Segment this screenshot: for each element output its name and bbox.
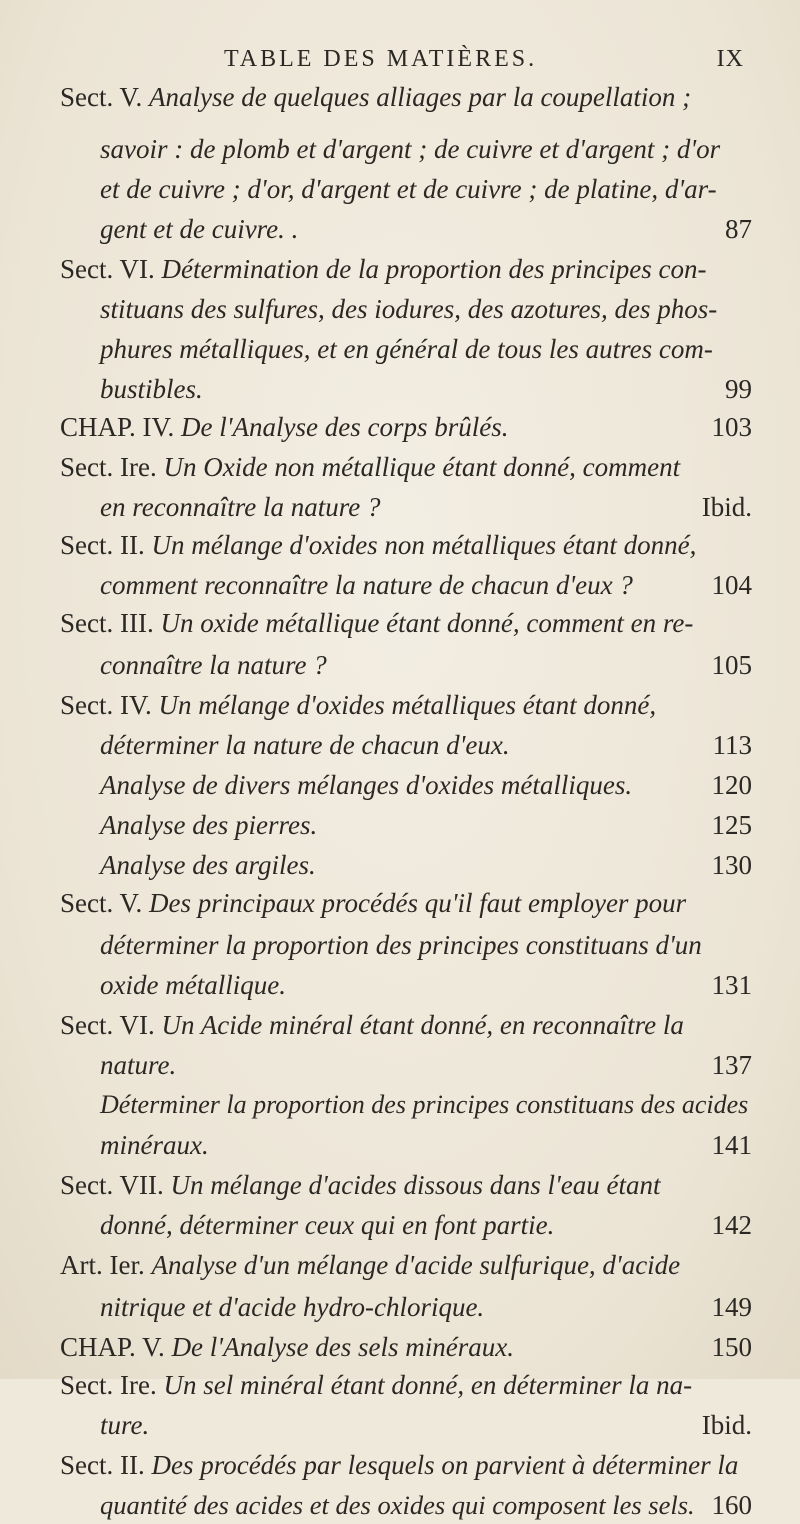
toc-section-label: Sect. VI. [60, 254, 162, 284]
toc-line [0, 726, 800, 764]
toc-line [0, 1046, 800, 1084]
toc-line-text [100, 646, 327, 684]
toc-page-number: Ibid. [701, 492, 752, 522]
toc-entry-title: Un oxide métallique étant donné, comment en re- [160, 608, 694, 638]
toc-line-text [60, 250, 706, 288]
toc-line-text [60, 1446, 738, 1484]
toc-entry-title: donné, déterminer ceux qui en font partie. [100, 1210, 555, 1240]
toc-section-label: Sect. V. [60, 888, 150, 918]
toc-line [0, 1246, 800, 1284]
toc-line-text [100, 1046, 176, 1084]
toc-line-text [100, 926, 702, 964]
toc-section-label: Art. Ier. [60, 1250, 152, 1280]
toc-section-label: Sect. VI. [60, 1010, 162, 1040]
toc-line-text [100, 1206, 554, 1244]
toc-entry-title: phures métalliques, et en général de tous les autres com- [100, 334, 713, 364]
toc-line-text [100, 210, 298, 248]
toc-line [0, 448, 800, 486]
toc-line [0, 884, 800, 922]
toc-entry-title: Un sel minéral étant donné, en déterminer la na- [163, 1370, 693, 1400]
toc-line [0, 526, 800, 564]
toc-line-text [60, 526, 696, 564]
toc-line [0, 1328, 800, 1366]
toc-line [0, 1406, 800, 1444]
toc-line-text [100, 1126, 209, 1164]
toc-page-number: 150 [711, 1332, 752, 1362]
toc-line-text [100, 290, 717, 328]
toc-entry-title: savoir : de plomb et d'argent ; de cuivre et d'argent ; d'or [100, 134, 721, 164]
toc-section-label: Sect. III. [60, 608, 161, 638]
toc-line-text [100, 488, 380, 526]
toc-page-number: 131 [711, 970, 752, 1000]
toc-line-text [60, 604, 693, 642]
toc-line [0, 130, 800, 168]
toc-line-text [100, 1486, 695, 1524]
toc-line [0, 766, 800, 804]
toc-entry-title: De l'Analyse des corps brûlés. [181, 412, 509, 442]
toc-entry-title: De l'Analyse des sels minéraux. [171, 1332, 515, 1362]
toc-line [0, 210, 800, 248]
toc-page-number: 113 [712, 730, 752, 760]
toc-entry-title: minéraux. [100, 1130, 209, 1160]
toc-entry-title: Analyse d'un mélange d'acide sulfurique, d'acide [151, 1250, 681, 1280]
toc-line [0, 1166, 800, 1204]
toc-line [0, 806, 800, 844]
toc-entry-title: oxide métallique. [100, 970, 286, 1000]
header-title: TABLE DES MATIÈRES. [224, 46, 538, 72]
toc-line [0, 1366, 800, 1404]
toc-entry-title: comment reconnaître la nature de chacun d'eux ? [100, 570, 633, 600]
toc-entry-title: Déterminer la proportion des principes constituans des acides [100, 1090, 749, 1119]
toc-line-text [60, 884, 686, 922]
toc-line [0, 566, 800, 604]
toc-entry-title: en reconnaître la nature ? [100, 492, 381, 522]
toc-line [0, 370, 800, 408]
toc-line [0, 1126, 800, 1164]
toc-section-label: Sect. II. [60, 530, 152, 560]
toc-entry-title: Des principaux procédés qu'il faut employer pour [149, 888, 687, 918]
toc-page-number: 104 [711, 570, 752, 600]
toc-entry-title: déterminer la nature de chacun d'eux. [100, 730, 510, 760]
toc-line-text [60, 448, 680, 486]
toc-line-text [60, 78, 691, 116]
toc-section-label: CHAP. V. [60, 1332, 172, 1362]
toc-page-number: 125 [711, 810, 752, 840]
toc-page-number: 137 [711, 1050, 752, 1080]
toc-page-number: 105 [711, 650, 752, 680]
toc-line [0, 78, 800, 116]
toc-line [0, 1446, 800, 1484]
toc-entry-title: nitrique et d'acide hydro-chlorique. [100, 1292, 485, 1322]
toc-page-number: 160 [711, 1490, 752, 1520]
toc-line [0, 488, 800, 526]
toc-entry-title: Un mélange d'acides dissous dans l'eau étant [170, 1170, 661, 1200]
toc-line-text [100, 566, 633, 604]
toc-line [0, 290, 800, 328]
toc-entry-title: Un Acide minéral étant donné, en reconnaître la [161, 1010, 684, 1040]
toc-line-text [100, 726, 510, 764]
toc-section-label: Sect. V. [60, 82, 150, 112]
toc-page-number: 130 [711, 850, 752, 880]
toc-entry-title: Analyse des argiles. [100, 850, 316, 880]
toc-entry-title: Un Oxide non métallique étant donné, comment [163, 452, 681, 482]
toc-section-label: Sect. II. [60, 1450, 152, 1480]
toc-entry-title: déterminer la proportion des principes constituans d'un [100, 930, 702, 960]
toc-line [0, 646, 800, 684]
toc-entry-title: connaître la nature ? [100, 650, 327, 680]
toc-line-text [60, 408, 509, 446]
toc-line-text [100, 766, 632, 804]
toc-entry-title: bustibles. [100, 374, 203, 404]
toc-section-label: Sect. IV. [60, 690, 159, 720]
toc-entry-title: et de cuivre ; d'or, d'argent et de cuivre ; de platine, d'ar- [100, 174, 717, 204]
toc-entry-title: quantité des acides et des oxides qui composent les sels. [100, 1490, 695, 1520]
toc-page-number: 141 [711, 1130, 752, 1160]
toc-section-label: CHAP. IV. [60, 412, 182, 442]
toc-entry-title: ture. [100, 1410, 150, 1440]
toc-entry-title: nature. [100, 1050, 177, 1080]
toc-entry-title: gent et de cuivre. . [100, 214, 299, 244]
toc-entry-title: stituans des sulfures, des iodures, des azotures, des phos- [100, 294, 718, 324]
toc-line [0, 250, 800, 288]
toc-line-text [60, 1246, 680, 1284]
toc-entry-title: Un mélange d'oxides métalliques étant donné, [158, 690, 657, 720]
toc-line-text [60, 1166, 660, 1204]
toc-section-label: Sect. Ire. [60, 452, 164, 482]
toc-line [0, 1206, 800, 1244]
toc-entry-title: Un mélange d'oxides non métalliques étant donné, [151, 530, 697, 560]
toc-line [0, 846, 800, 884]
toc-line-text [60, 686, 656, 724]
toc-line-text [100, 330, 713, 368]
toc-page-number: 149 [711, 1292, 752, 1322]
toc-line [0, 1006, 800, 1044]
toc-line [0, 686, 800, 724]
toc-line-text [60, 1006, 684, 1044]
header-page-number: IX [716, 46, 744, 72]
toc-line-text [100, 370, 203, 408]
toc-line-text [100, 1086, 748, 1124]
toc-page-number: 142 [711, 1210, 752, 1240]
toc-line-text [100, 1406, 149, 1444]
toc-line-text [60, 1328, 514, 1366]
toc-entry-title: Analyse de divers mélanges d'oxides métalliques. [100, 770, 633, 800]
toc-line [0, 330, 800, 368]
toc-line-text [60, 1366, 692, 1404]
toc-line [0, 408, 800, 446]
toc-page-number: 120 [711, 770, 752, 800]
toc-entry-title: Analyse de quelques alliages par la coupellation ; [149, 82, 692, 112]
toc-entry-title: Détermination de la proportion des principes con- [161, 254, 707, 284]
toc-line [0, 1486, 800, 1524]
toc-section-label: Sect. VII. [60, 1170, 171, 1200]
toc-entry-title: Analyse des pierres. [100, 810, 318, 840]
toc-line-text [100, 170, 717, 208]
toc-line-text [100, 966, 286, 1004]
toc-line [0, 1288, 800, 1326]
toc-line-text [100, 806, 317, 844]
toc-page-number: 99 [725, 374, 752, 404]
toc-section-label: Sect. Ire. [60, 1370, 164, 1400]
toc-page-number: Ibid. [701, 1410, 752, 1440]
toc-line [0, 1086, 800, 1124]
toc-line-text [100, 846, 316, 884]
toc-line [0, 966, 800, 1004]
toc-line [0, 170, 800, 208]
toc-line [0, 926, 800, 964]
toc-entry-title: Des procédés par lesquels on parvient à déterminer la [151, 1450, 739, 1480]
toc-line [0, 604, 800, 642]
toc-page-number: 103 [711, 412, 752, 442]
toc-page-number: 87 [725, 214, 752, 244]
toc-line-text [100, 1288, 484, 1326]
toc-line-text [100, 130, 720, 168]
